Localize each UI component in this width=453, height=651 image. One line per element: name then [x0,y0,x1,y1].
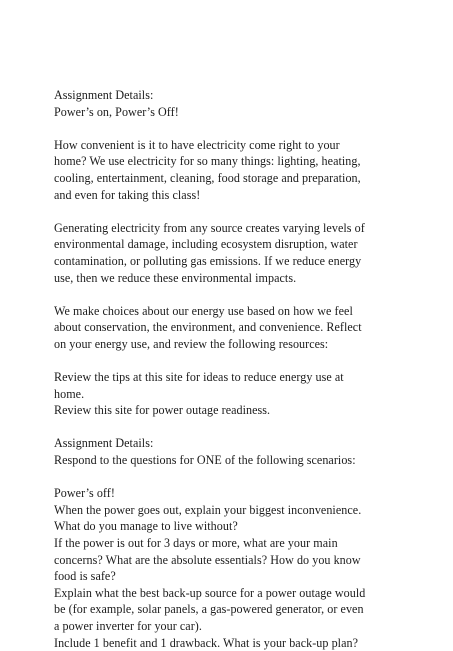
scenario-question-line: If the power is out for 3 days or more, what are your main [54,536,338,551]
paragraph-gap [54,353,404,370]
heading-assignment-details: Assignment Details: [54,88,154,102]
paragraph-generating-line: contamination, or polluting gas emissions. If we reduce energy [54,253,362,268]
resource-tips-line: home. [54,386,85,401]
paragraph-gap [54,286,404,303]
scenario-question-line: Include 1 benefit and 1 drawback. What is your back-up plan? [54,635,359,650]
scenario-question-line: When the power goes out, explain your biggest inconvenience. [54,502,362,517]
paragraph-intro-line: cooling, entertainment, cleaning, food storage and preparation, [54,170,361,185]
paragraph-gap [54,469,404,486]
scenario-question-line: food is safe? [54,569,116,584]
paragraph-intro-line: How convenient is it to have electricity come right to your [54,137,340,152]
resource-outage-line: Review this site for power outage readiness. [54,403,271,418]
instructions-line: Respond to the questions for ONE of the following scenarios: [54,453,356,468]
paragraph-gap [54,419,404,436]
paragraph-gap [54,120,404,137]
paragraph-intro-line: and even for taking this class! [54,187,201,202]
heading-assignment-details-2: Assignment Details: [54,436,154,451]
scenario-question-line: concerns? What are the absolute essentials? How do you know [54,552,361,567]
scenario-question-line: be (for example, solar panels, a gas-powered generator, or even [54,602,364,617]
paragraph-gap [54,203,404,220]
document-title: Power’s on, Power’s Off! [54,104,179,119]
resource-tips-line: Review the tips at this site for ideas to reduce energy use at [54,370,344,385]
scenario-question-line: Explain what the best back-up source for a power outage would [54,585,366,600]
paragraph-generating-line: use, then we reduce these environmental impacts. [54,270,297,285]
document-body [54,87,404,651]
scenario-question-line: What do you manage to live without? [54,519,238,534]
scenario-title: Power’s off! [54,486,115,501]
paragraph-choices-line: about conservation, the environment, and convenience. Reflect [54,320,362,335]
paragraph-choices-line: We make choices about our energy use based on how we feel [54,303,353,318]
paragraph-choices-line: on your energy use, and review the following resources: [54,336,329,351]
paragraph-generating-line: Generating electricity from any source creates varying levels of [54,220,365,235]
paragraph-generating-line: environmental damage, including ecosystem disruption, water [54,237,358,252]
paragraph-intro-line: home? We use electricity for so many things: lighting, heating, [54,154,361,169]
scenario-question-line: a power inverter for your car). [54,619,202,633]
